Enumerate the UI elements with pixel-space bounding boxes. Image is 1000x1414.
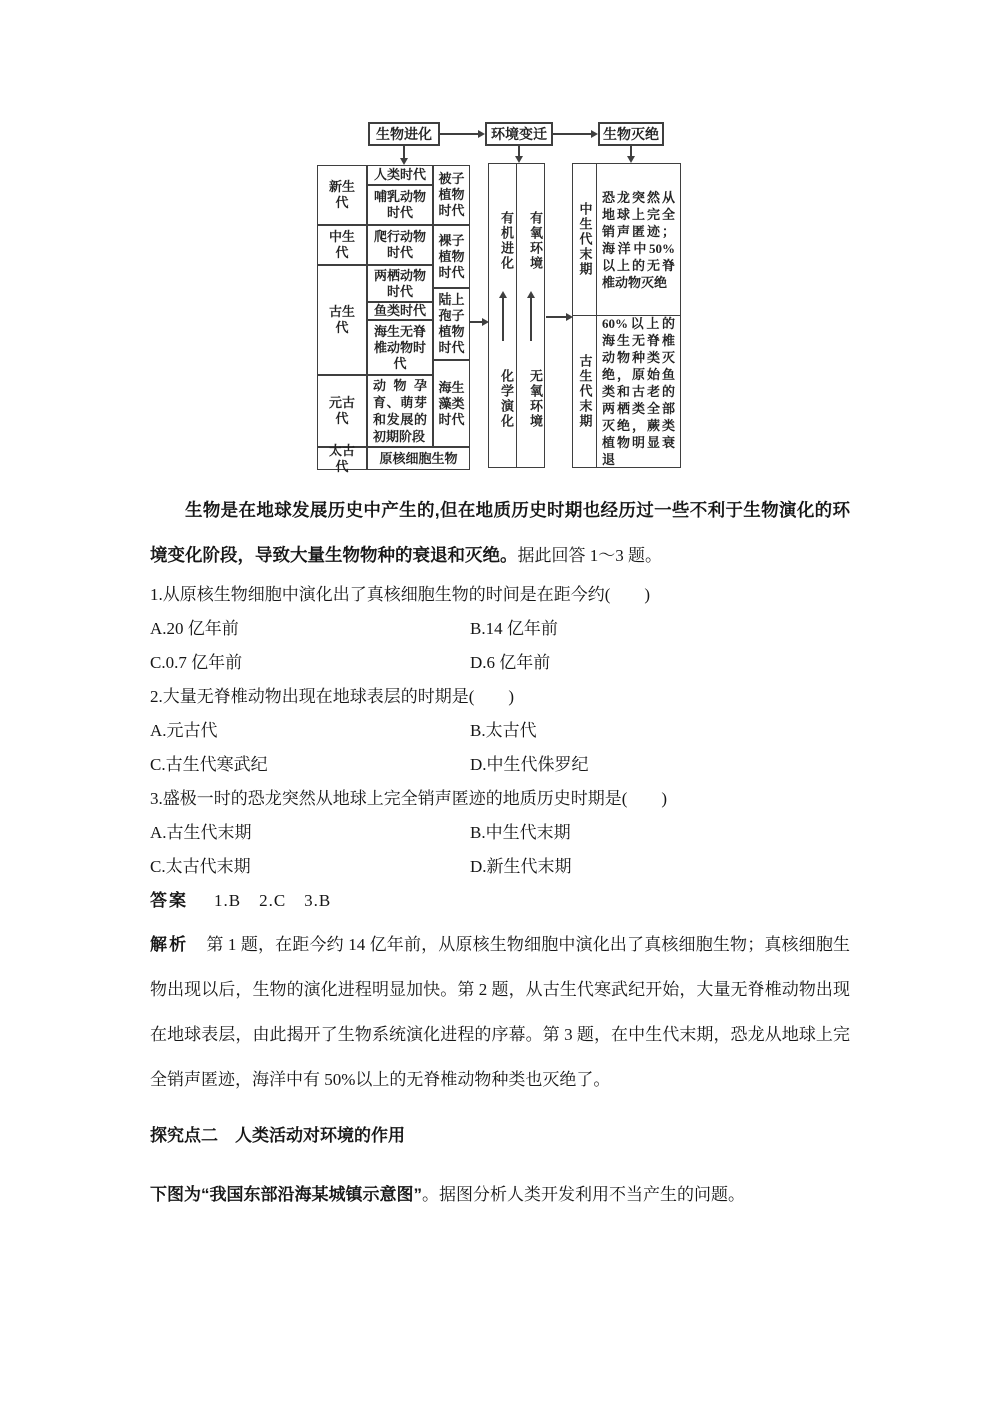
extinction-desc-end-mesozoic: 恐龙突然从地球上完全销声匿迹；海洋中50%以上的无脊椎动物灭绝 xyxy=(596,163,681,316)
arrow-right-icon xyxy=(553,133,592,135)
question-1 xyxy=(150,578,850,680)
aerobic-environment-label: 有氧环境 xyxy=(528,211,543,271)
question-1-options xyxy=(150,612,850,680)
header-box-bio-evolution: 生物进化 xyxy=(368,122,440,146)
header-box-extinction: 生物灭绝 xyxy=(598,122,664,146)
extinction-desc-end-paleozoic: 60%以上的海生无脊椎动物种类灭绝，原始鱼类和古老的两栖类全部灭绝，蕨类植物明显衰退 xyxy=(596,315,681,468)
arrow-down-icon xyxy=(518,146,520,157)
arrow-right-icon xyxy=(470,321,483,323)
section-heading-exploration-2: 探究点二 人类活动对环境的作用 xyxy=(150,1126,405,1145)
question-1-option-b: B.14 亿年前 xyxy=(470,619,558,638)
era-cell-archean: 太古代 xyxy=(317,447,367,470)
question-2-stem: 2.大量无脊椎动物出现在地球表层的时期是( ) xyxy=(150,687,515,706)
age-cell-land-spore-plant: 陆上孢子植物时代 xyxy=(433,288,470,360)
question-1-option-a: A.20 亿年前 xyxy=(150,619,239,638)
age-cell-mammal: 哺乳动物时代 xyxy=(367,185,433,225)
arrow-right-icon xyxy=(546,316,567,318)
era-cell-mesozoic: 中生代 xyxy=(317,225,367,265)
organic-evolution-label: 有机进化 xyxy=(499,211,514,271)
age-cell-gymnosperm: 裸子植物时代 xyxy=(433,225,470,288)
question-2-options xyxy=(150,714,850,782)
age-cell-prokaryote: 原核细胞生物 xyxy=(367,447,470,470)
era-cell-cenozoic: 新生代 xyxy=(317,165,367,225)
question-3-options xyxy=(150,816,850,884)
section2-bold-text: 下图为“我国东部沿海某城镇示意图” xyxy=(150,1185,422,1204)
question-3-option-c: C.太古代末期 xyxy=(150,857,251,876)
question-2 xyxy=(150,680,850,782)
arrow-down-icon xyxy=(630,146,632,157)
answer-label: 答案 xyxy=(150,891,188,910)
section2-normal-text: 。据图分析人类开发利用不当产生的问题。 xyxy=(422,1185,745,1204)
geologic-eras-diagram xyxy=(315,118,687,478)
intro-bold-text: 生物是在地球发展历史中产生的,但在地质历史时期也经历过一些不利于生物演化的环境变化阶段，导致大量生物物种的衰退和灭绝。 xyxy=(150,500,850,565)
age-cell-human: 人类时代 xyxy=(367,165,433,185)
arrow-up-icon xyxy=(530,297,532,341)
question-3-option-d: D.新生代末期 xyxy=(470,857,572,876)
question-3 xyxy=(150,782,850,884)
question-2-option-a: A.元古代 xyxy=(150,721,218,740)
arrow-right-icon xyxy=(440,133,479,135)
question-2-option-d: D.中生代侏罗纪 xyxy=(470,755,589,774)
age-cell-marine-invertebrate: 海生无脊椎动物时代 xyxy=(367,320,433,375)
section2-intro-line xyxy=(150,1177,850,1212)
analysis-paragraph xyxy=(150,922,850,1102)
question-2-option-b: B.太古代 xyxy=(470,721,537,740)
question-2-option-c: C.古生代寒武纪 xyxy=(150,755,268,774)
anaerobic-environment-label: 无氧环境 xyxy=(528,369,543,429)
question-3-option-b: B.中生代末期 xyxy=(470,823,571,842)
age-cell-amphibian: 两栖动物时代 xyxy=(367,265,433,302)
arrow-down-icon xyxy=(403,146,405,159)
age-cell-angiosperm: 被子植物时代 xyxy=(433,165,470,225)
analysis-label: 解析 xyxy=(150,935,189,954)
header-box-env-change: 环境变迁 xyxy=(485,122,553,146)
answer-row xyxy=(150,884,850,918)
age-cell-fish: 鱼类时代 xyxy=(367,302,433,320)
period-label-end-paleozoic: 古生代末期 xyxy=(572,315,597,468)
era-cell-proterozoic: 元古代 xyxy=(317,375,367,447)
intro-paragraph xyxy=(150,488,850,578)
middle-evolution-panel xyxy=(488,163,545,468)
period-label-end-mesozoic: 中生代末期 xyxy=(572,163,597,316)
answer-text: 1.B 2.C 3.B xyxy=(214,891,332,910)
question-1-option-d: D.6 亿年前 xyxy=(470,653,551,672)
question-3-option-a: A.古生代末期 xyxy=(150,823,252,842)
arrow-up-icon xyxy=(502,297,504,341)
question-1-option-c: C.0.7 亿年前 xyxy=(150,653,243,672)
intro-normal-text: 据此回答 1～3 题。 xyxy=(517,546,662,565)
age-cell-reptile: 爬行动物时代 xyxy=(367,225,433,265)
era-cell-paleozoic: 古生代 xyxy=(317,265,367,375)
age-cell-animal-embryo: 动物孕育、萌芽和发展的初期阶段 xyxy=(367,375,433,447)
question-1-stem: 1.从原核生物细胞中演化出了真核细胞生物的时间是在距今约( ) xyxy=(150,585,651,604)
question-3-stem: 3.盛极一时的恐龙突然从地球上完全销声匿迹的地质历史时期是( ) xyxy=(150,789,668,808)
chemical-evolution-label: 化学演化 xyxy=(499,369,514,429)
analysis-text: 第 1 题，在距今约 14 亿年前，从原核生物细胞中演化出了真核细胞生物；真核细胞生物出现以后，生物的演化进程明显加快。第 2 题，从古生代寒武纪开始，大量无脊椎动物出现在地球表层，由此揭开了生物系统演化进程的序幕。第 3 题，在中生代末期，恐龙从地球上完全销声匿迹，海洋中有 50%以上的无脊椎动物种类也灭绝了。 xyxy=(150,935,851,1089)
age-cell-marine-algae: 海生藻类时代 xyxy=(433,360,470,447)
extinction-events-table xyxy=(572,163,681,468)
